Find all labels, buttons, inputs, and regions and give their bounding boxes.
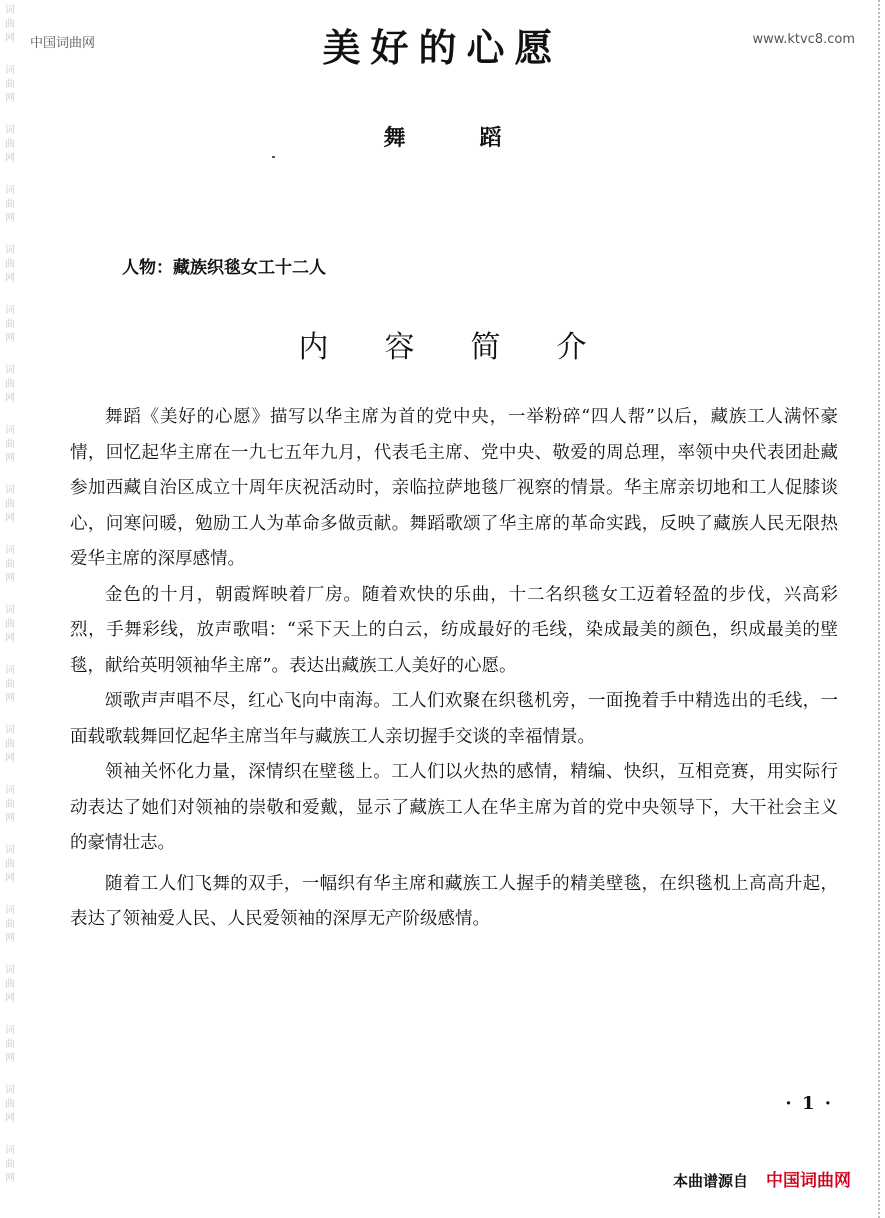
watermark-char: 网	[5, 333, 15, 344]
watermark-char: 词	[5, 725, 15, 736]
scan-speck	[272, 156, 275, 158]
watermark-char: 词	[5, 305, 15, 316]
watermark-char: 词	[5, 425, 15, 436]
watermark-char: 网	[5, 633, 15, 644]
paragraph-3: 颂歌声声唱不尽，红心飞向中南海。工人们欢聚在织毯机旁，一面挽着手中精选出的毛线，一面载歌载舞回忆起华主席当年与藏族工人亲切握手交谈的幸福情景。	[70, 691, 838, 747]
watermark-char: 网	[5, 1053, 15, 1064]
watermark-char: 曲	[5, 259, 15, 270]
watermark-char: 网	[5, 573, 15, 584]
watermark-char: 曲	[5, 439, 15, 450]
paragraph-2: 金色的十月，朝霞辉映着厂房。随着欢快的乐曲，十二名织毯女工迈着轻盈的步伐，兴高彩烈，手舞彩线，放声歌唱：“采下天上的白云，纺成最好的毛线，染成最美的颜色，织成最美的壁毯，献给英明领袖华主席”。表达出藏族工人美好的心愿。	[70, 584, 838, 676]
document-subtitle: 舞蹈	[383, 125, 576, 151]
watermark-char: 词	[5, 485, 15, 496]
header-site-url: www.ktvc8.com	[752, 32, 855, 47]
watermark-char: 曲	[5, 679, 15, 690]
watermark-char: 网	[5, 1113, 15, 1124]
watermark-group	[3, 904, 17, 946]
paragraph-5: 随着工人们飞舞的双手，一幅织有华主席和藏族工人握手的精美壁毯，在织毯机上高高升起，表达了领袖爱人民、人民爱领袖的深厚无产阶级感情。	[70, 873, 838, 929]
watermark-char: 网	[5, 213, 15, 224]
watermark-char: 词	[5, 125, 15, 136]
watermark-char: 网	[5, 513, 15, 524]
source-footer	[673, 1166, 851, 1191]
characters-line: 人物：藏族织毯女工十二人	[122, 258, 326, 278]
watermark-group	[3, 604, 17, 646]
watermark-char: 曲	[5, 739, 15, 750]
watermark-char: 网	[5, 1173, 15, 1184]
watermark-char: 曲	[5, 859, 15, 870]
watermark-char: 曲	[5, 1099, 15, 1110]
watermark-strip	[0, 0, 18, 1218]
footer-prefix: 本曲谱源自	[672, 1172, 748, 1190]
watermark-char: 曲	[5, 79, 15, 90]
watermark-char: 词	[5, 665, 15, 676]
document-title: 美好的心愿	[322, 25, 563, 70]
watermark-char: 网	[5, 93, 15, 104]
watermark-char: 网	[5, 453, 15, 464]
watermark-group	[3, 244, 17, 286]
watermark-char: 词	[5, 845, 15, 856]
watermark-char: 词	[5, 185, 15, 196]
watermark-char: 网	[5, 393, 15, 404]
watermark-char: 曲	[5, 499, 15, 510]
watermark-group	[3, 844, 17, 886]
watermark-char: 曲	[5, 319, 15, 330]
watermark-char: 曲	[5, 619, 15, 630]
page-number: · 1 ·	[785, 1093, 833, 1114]
watermark-char: 词	[5, 5, 15, 16]
watermark-group	[3, 964, 17, 1006]
watermark-char: 网	[5, 153, 15, 164]
watermark-group	[3, 1144, 17, 1186]
paragraph-4: 领袖关怀化力量，深情织在壁毯上。工人们以火热的感情，精编、快织，互相竞赛，用实际行动表达了她们对领袖的崇敬和爱戴，显示了藏族工人在华主席为首的党中央领导下，大干社会主义的豪情壮志。	[70, 762, 838, 853]
footer-brand-link[interactable]: 中国词曲网	[766, 1171, 851, 1191]
watermark-char: 曲	[5, 1159, 15, 1170]
watermark-char: 曲	[5, 139, 15, 150]
watermark-char: 词	[5, 965, 15, 976]
watermark-char: 网	[5, 873, 15, 884]
watermark-char: 词	[5, 785, 15, 796]
watermark-char: 词	[5, 65, 15, 76]
watermark-char: 曲	[5, 19, 15, 30]
watermark-group	[3, 484, 17, 526]
watermark-char: 曲	[5, 919, 15, 930]
watermark-group	[3, 424, 17, 466]
watermark-char: 曲	[5, 199, 15, 210]
watermark-group	[3, 1084, 17, 1126]
section-title: 内容简介	[298, 330, 643, 365]
header-site-name: 中国词曲网	[30, 36, 96, 51]
watermark-char: 词	[5, 365, 15, 376]
synopsis-body	[70, 400, 838, 938]
watermark-char: 词	[5, 605, 15, 616]
watermark-group	[3, 664, 17, 706]
watermark-group	[3, 784, 17, 826]
watermark-group	[3, 724, 17, 766]
watermark-char: 网	[5, 33, 15, 44]
watermark-char: 曲	[5, 1039, 15, 1050]
watermark-char: 曲	[5, 379, 15, 390]
watermark-group	[3, 184, 17, 226]
watermark-group	[3, 544, 17, 586]
watermark-char: 曲	[5, 559, 15, 570]
watermark-char: 词	[5, 545, 15, 556]
watermark-char: 网	[5, 273, 15, 284]
watermark-char: 曲	[5, 979, 15, 990]
watermark-char: 网	[5, 993, 15, 1004]
watermark-char: 词	[5, 245, 15, 256]
watermark-char: 词	[5, 905, 15, 916]
watermark-group	[3, 1024, 17, 1066]
watermark-char: 网	[5, 693, 15, 704]
watermark-char: 词	[5, 1085, 15, 1096]
watermark-char: 词	[5, 1145, 15, 1156]
right-page-edge	[878, 0, 883, 1218]
watermark-char: 网	[5, 813, 15, 824]
watermark-char: 网	[5, 933, 15, 944]
watermark-char: 网	[5, 753, 15, 764]
paragraph-1: 舞蹈《美好的心愿》描写以华主席为首的党中央，一举粉碎“四人帮”以后，藏族工人满怀豪情，回忆起华主席在一九七五年九月，代表毛主席、党中央、敬爱的周总理，率领中央代表团赴藏参加西藏自治区成立十周年庆祝活动时，亲临拉萨地毯厂视察的情景。华主席亲切地和工人促膝谈心，问寒问暖，勉励工人为革命多做贡献。舞蹈歌颂了华主席的革命实践，反映了藏族人民无限热爱华主席的深厚感情。	[70, 407, 838, 569]
watermark-char: 词	[5, 1025, 15, 1036]
watermark-char: 曲	[5, 799, 15, 810]
